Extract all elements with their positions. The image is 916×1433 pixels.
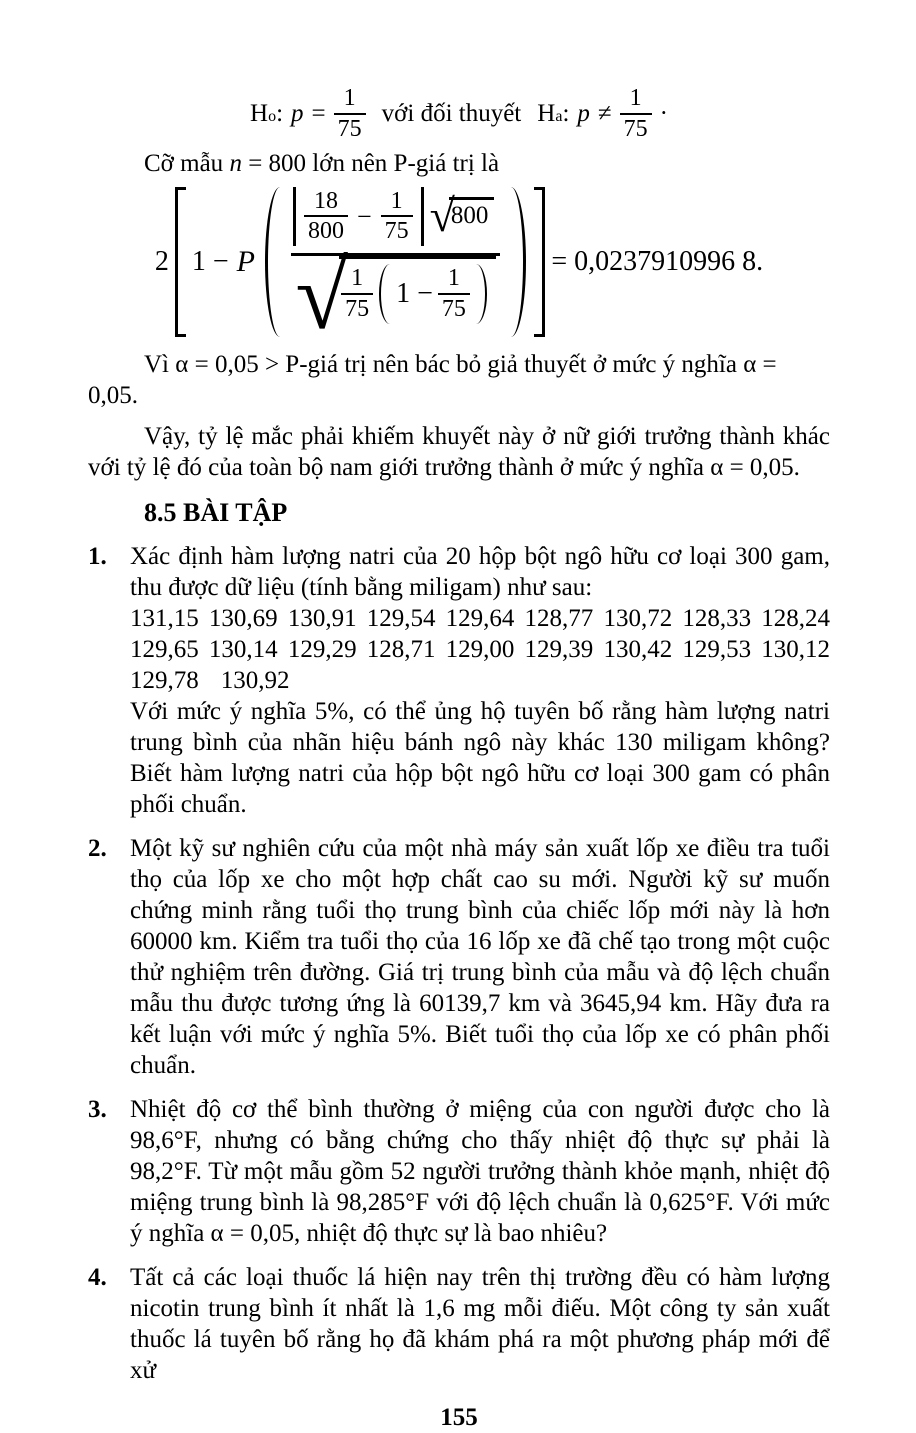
fraction-denominator: 75: [620, 113, 652, 144]
exercise-body: Nhiệt độ cơ thể bình thường ở miệng của con người được cho là 98,6°F, nhưng có bằng chứng cho thấy nhiệt độ thực sự phải là 98,2°F. Từ một mẫu gồm 52 người trưởng thành khỏe mạnh, nhiệt độ miệng trung bình là 98,285°F với độ lệch chuẩn là 0,625°F. Với mức ý nghĩa α = 0,05, nhiệt độ thực sự là bao nhiêu?: [130, 1095, 830, 1247]
data-value: 130,72: [603, 604, 673, 632]
data-value: 129,64: [445, 604, 515, 632]
sqrt-800: [429, 190, 495, 242]
fraction-numerator: 1: [343, 85, 356, 111]
data-value: 129,00: [445, 635, 515, 663]
fraction-1-75: [381, 187, 413, 247]
sqrt-content: 800: [449, 197, 495, 228]
fraction-denominator: 75: [381, 215, 413, 246]
hypothesis-math: [250, 84, 668, 144]
one-minus: 1 −: [191, 246, 229, 278]
h0-colon: :: [276, 100, 284, 128]
data-value: 128,71: [366, 635, 436, 663]
one-minus: 1 −: [396, 278, 433, 310]
hypothesis-line: [88, 84, 830, 144]
equals-sign: =: [311, 100, 326, 128]
exercise-item-2: [88, 833, 830, 1081]
exercise-intro: Xác định hàm lượng natri của 20 hộp bột ngô hữu cơ loại 300 gam, thu được dữ liệu (tính bằng miligam) như sau:: [130, 542, 830, 601]
fraction-denominator: 75: [334, 113, 366, 144]
radical-sign-icon: √: [429, 190, 455, 242]
data-value: 128,77: [524, 604, 594, 632]
fraction-numerator: 1: [351, 265, 364, 292]
data-value: 129,39: [524, 635, 594, 663]
ha-colon: :: [562, 100, 570, 128]
p-symbol: p: [291, 100, 304, 128]
sample-line-post: = 800 lớn nên P-giá trị là: [248, 149, 500, 177]
main-numerator: [291, 187, 500, 251]
reject-line: Vì α = 0,05 > P-giá trị nên bác bỏ giả thuyết ở mức ý nghĩa α = 0,05.: [88, 350, 777, 409]
h0-letter: H: [250, 100, 269, 128]
data-value: 130,92: [220, 666, 290, 694]
h0-term: [250, 98, 283, 129]
data-value: 131,15: [130, 604, 199, 632]
fraction-1-75: [341, 264, 373, 324]
section-heading: 8.5 BÀI TẬP: [144, 497, 288, 527]
page-number: 155: [440, 1403, 478, 1431]
fraction-denominator: 75: [438, 293, 470, 324]
data-value: 129,53: [682, 635, 752, 663]
fraction-18-800: [304, 187, 348, 247]
sodium-data-row: [130, 603, 830, 634]
coefficient: 2: [154, 246, 169, 278]
radical-sign-icon: √: [295, 242, 349, 350]
data-value: 129,78: [130, 666, 199, 694]
data-value: 129,29: [287, 635, 357, 663]
exercise-number: 4.: [88, 1263, 107, 1291]
sodium-data-rows: [130, 603, 830, 696]
exercise-body: Tất cả các loại thuốc lá hiện nay trên thị trường đều có hàm lượng nicotin trung bình ít nhất là 1,6 mg mỗi điếu. Một công ty sản xuất thuốc lá tuyên bố rằng họ đã khám phá ra một phương pháp mới để xử: [130, 1263, 830, 1384]
exercise-question: Với mức ý nghĩa 5%, có thể ủng hộ tuyên bố rằng hàm lượng natri trung bình của nhãn hiệu bánh ngô này khác 130 miligam không? Biết hàm lượng natri của hộp bột ngô hữu cơ loại 300 gam có phân phối chuẩn.: [130, 697, 830, 818]
data-value: 130,69: [208, 604, 278, 632]
exercise-number: 3.: [88, 1095, 107, 1123]
exercise-item-4: [88, 1262, 830, 1386]
right-bracket: [534, 187, 545, 337]
h0-subscript: o: [268, 108, 277, 126]
exercise-body: Một kỹ sư nghiên cứu của một nhà máy sản xuất lốp xe điều tra tuổi thọ của lốp xe cho một hợp chất cao su mới. Người kỹ sư muốn chứng minh rằng tuổi thọ trung bình của chiếc lốp mới này là hơn 60000 km. Kiểm tra tuổi thọ của 16 lốp xe đã chế tạo trong một cuộc thử nghiệm trên đường. Giá trị trung bình của mẫu và độ lệch chuẩn mẫu thu được tương ứng là 60139,7 km và 3645,94 km. Hãy đưa ra kết luận với mức ý nghĩa 5%. Biết tuổi thọ của lốp xe có phân phối chuẩn.: [130, 834, 830, 1079]
fraction-denominator: 75: [341, 293, 373, 324]
exercise-item-3: [88, 1094, 830, 1249]
fraction-1-75: [438, 264, 470, 324]
n-symbol: n: [229, 149, 242, 177]
right-paren: [476, 264, 487, 324]
fraction-numerator: 1: [447, 265, 460, 292]
pvalue-formula: [88, 187, 830, 350]
minus-sign: −: [356, 201, 372, 231]
conclusion-paragraph: Vậy, tỷ lệ mắc phải khiếm khuyết này ở nữ giới trưởng thành khác với tỷ lệ đó của toàn bộ nam giới trưởng thành ở mức ý nghĩa α = 0,05.: [88, 422, 830, 481]
right-paren: [511, 187, 526, 337]
data-value: 129,54: [366, 604, 436, 632]
sqrt-variance: [295, 242, 495, 350]
sample-line-pre: Cỡ mẫu: [144, 149, 224, 177]
sqrt-content: [339, 256, 496, 324]
ha-letter: H: [537, 100, 556, 128]
main-denominator: [295, 242, 495, 350]
data-value: 128,24: [761, 604, 830, 632]
data-value: 129,65: [130, 635, 199, 663]
abs-value-group: [293, 187, 424, 247]
formula-row: [154, 187, 764, 350]
data-value: 130,12: [761, 635, 830, 663]
ha-term: [537, 98, 569, 129]
exercise-body: [130, 541, 830, 820]
fraction-numerator: 1: [629, 85, 642, 111]
exercise-item-1: [88, 541, 830, 820]
exercise-number: 1.: [88, 542, 107, 570]
p-symbol: p: [577, 100, 590, 128]
probability-symbol: P: [236, 245, 255, 279]
fraction-numerator: 1: [390, 187, 403, 214]
connector-text: với đối thuyết: [381, 100, 522, 128]
main-fraction: [291, 187, 500, 350]
left-paren: [379, 264, 390, 324]
fraction-1-75: [620, 84, 652, 144]
sodium-data-row: [130, 665, 830, 696]
data-value: 130,14: [208, 635, 278, 663]
fraction-1-75: [334, 84, 366, 144]
data-value: 130,91: [287, 604, 357, 632]
center-dot: ·: [659, 100, 668, 128]
not-equal-sign: ≠: [597, 100, 612, 128]
sodium-data-row: [130, 634, 830, 665]
data-value: 128,33: [682, 604, 752, 632]
left-bracket: [175, 187, 186, 337]
data-value: 130,42: [603, 635, 673, 663]
ha-subscript: a: [555, 108, 563, 126]
formula-result: = 0,0237910996 8.: [551, 246, 764, 278]
fraction-denominator: 800: [304, 215, 348, 246]
fraction-numerator: 18: [313, 187, 338, 214]
sample-size-line: [88, 148, 830, 179]
left-paren: [265, 187, 280, 337]
exercise-number: 2.: [88, 834, 107, 862]
